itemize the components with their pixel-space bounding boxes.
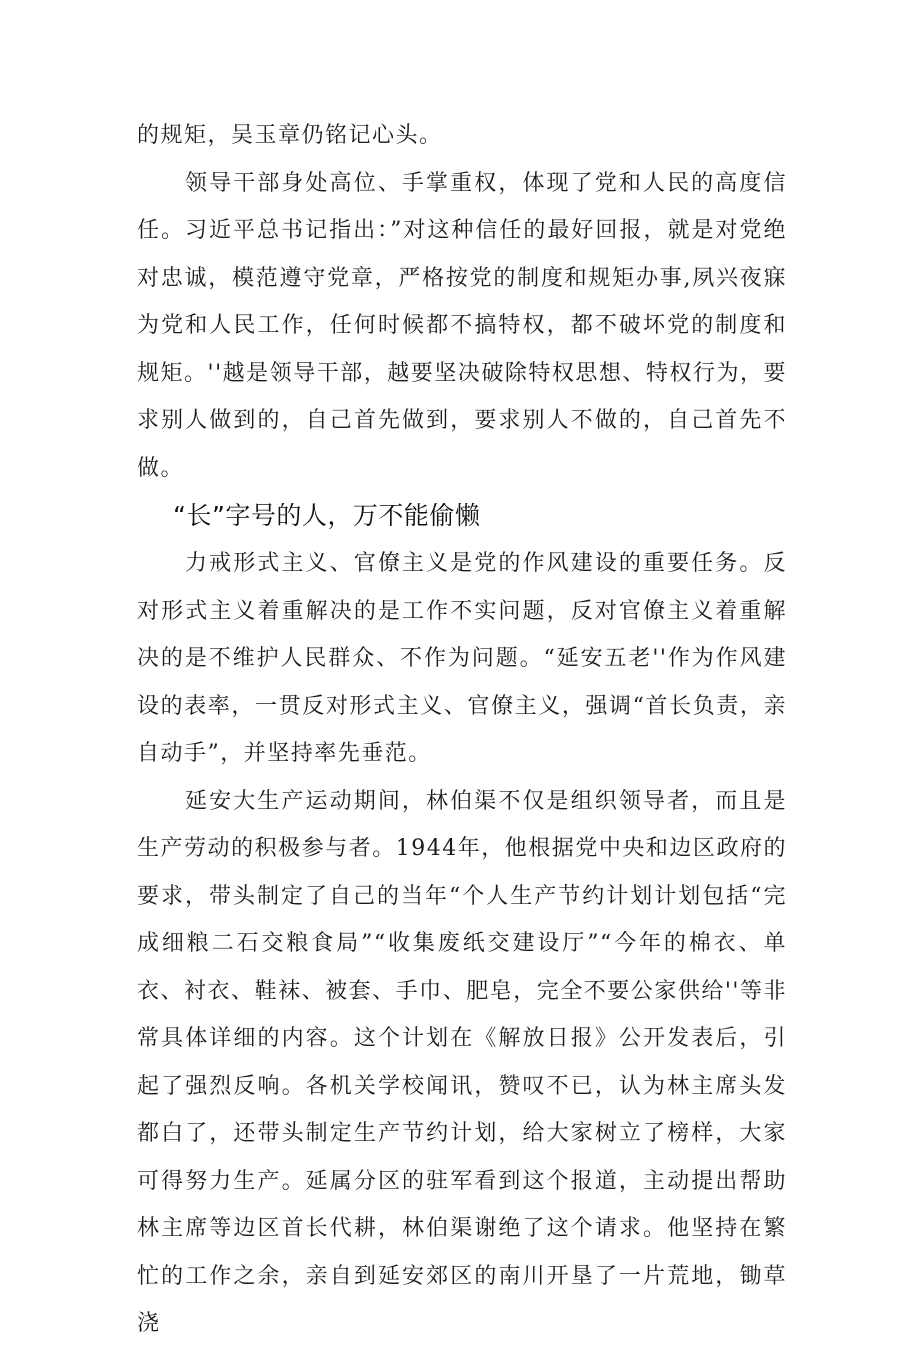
section-heading: “长”字号的人，万不能偷懒 xyxy=(173,501,481,530)
paragraph-formalism: 力戒形式主义、官僚主义是党的作风建设的重要任务。反对形式主义着重解决的是工作不实问题，反对官僚主义着重解决的是不维护人民群众、不作为问题。“延安五老''作为作风建设的表率，一贯反对形式主义、官僚主义，强调“首长负责，亲自动手”，并坚持率先垂范。 xyxy=(137,551,787,766)
paragraph-continuation: 的规矩，吴玉章仍铭记心头。 xyxy=(137,123,443,148)
paragraph-leaders-privilege: 领导干部身处高位、手掌重权，体现了党和人民的高度信任。习近平总书记指出：”对这种信任的最好回报，就是对党绝对忠诚，模范遵守党章，严格按党的制度和规矩办事,夙兴夜寐为党和人民工作，任何时候都不搞特权，都不破坏党的制度和规矩。''越是领导干部，越要坚决破除特权思想、特权行为，要求别人做到的，自己首先做到，要求别人不做的，自己首先不做。 xyxy=(137,170,787,481)
document-body xyxy=(137,112,787,1348)
paragraph-production-movement: 延安大生产运动期间，林伯渠不仅是组织领导者，而且是生产劳动的积极参与者。1944年，他根据党中央和边区政府的要求，带头制定了自己的当年“个人生产节约计划计划包括“完成细粮二石交粮食局”“收集废纸交建设厅”“今年的棉衣、单衣、衬衣、鞋袜、被套、手巾、肥皂，完全不要公家供给''等非常具体详细的内容。这个计划在《解放日报》公开发表后，引起了强烈反响。各机关学校闻讯，赞叹不已，认为林主席头发都白了，还带头制定生产节约计划，给大家树立了榜样，大家可得努力生产。延属分区的驻军看到这个报道，主动提出帮助林主席等边区首长代耕，林伯渠谢绝了这个请求。他坚持在繁忙的工作之余，亲自到延安郊区的南川开垦了一片荒地，锄草浇 xyxy=(137,788,787,1336)
